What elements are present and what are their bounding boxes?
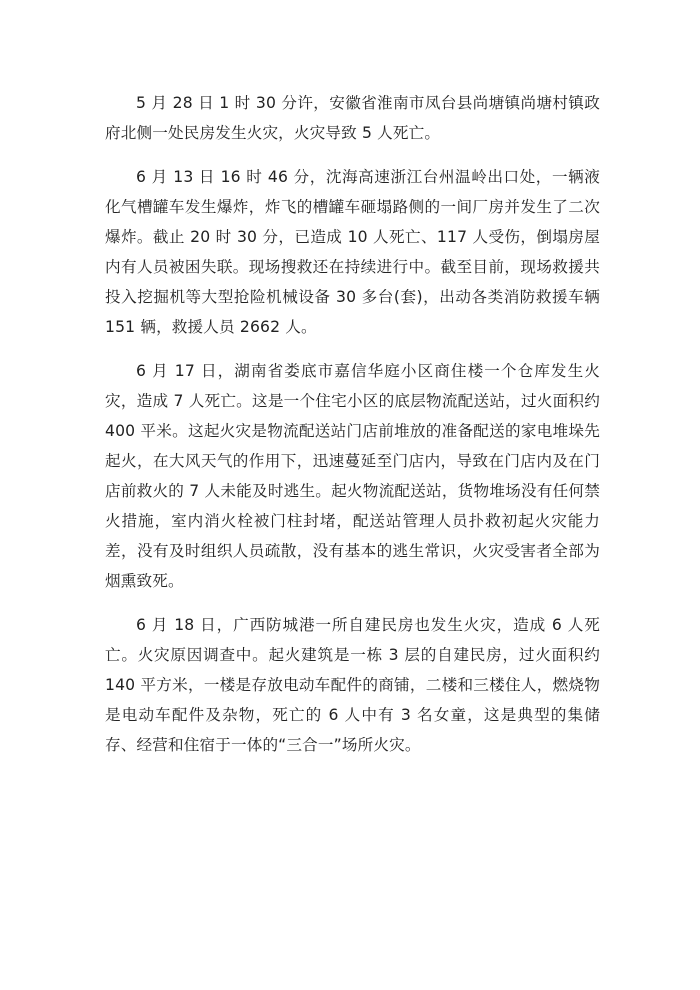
- paragraph-fangchenggang-fire: 6 月 18 日，广西防城港一所自建民房也发生火灾，造成 6 人死亡。火灾原因调查中。起火建筑是一栋 3 层的自建民房，过火面积约 140 平方米，一楼是存放电动车配件的商铺，二楼和三楼住人，燃烧物是电动车配件及杂物，死亡的 6 人中有 3 名女童，这是典型的集储存、经营和住宿于一体的“三合一”场所火灾。: [105, 616, 600, 754]
- paragraph-huainan-fire: 5 月 28 日 1 时 30 分许，安徽省淮南市凤台县尚塘镇尚塘村镇政府北侧一处民房发生火灾，火灾导致 5 人死亡。: [105, 94, 600, 142]
- document-body: [105, 88, 600, 774]
- paragraph-wenling-explosion: 6 月 13 日 16 时 46 分，沈海高速浙江台州温岭出口处，一辆液化气槽罐车发生爆炸，炸飞的槽罐车砸塌路侧的一间厂房并发生了二次爆炸。截止 20 时 30 分，已造成 10 人死亡、117 人受伤，倒塌房屋内有人员被困失联。现场搜救还在持续进行中。截至目前，现场救援共投入挖掘机等大型抢险机械设备 30 多台(套)，出动各类消防救援车辆 151 辆，救援人员 2662 人。: [105, 168, 600, 336]
- paragraph-loudi-fire: 6 月 17 日，湖南省娄底市嘉信华庭小区商住楼一个仓库发生火灾，造成 7 人死亡。这是一个住宅小区的底层物流配送站，过火面积约 400 平米。这起火灾是物流配送站门店前堆放的准备配送的家电堆垛先起火，在大风天气的作用下，迅速蔓延至门店内，导致在门店内及在门店前救火的 7 人未能及时逃生。起火物流配送站，货物堆场没有任何禁火措施，室内消火栓被门柱封堵，配送站管理人员扑救初起火灾能力差，没有及时组织人员疏散，没有基本的逃生常识，火灾受害者全部为烟熏致死。: [105, 362, 600, 590]
